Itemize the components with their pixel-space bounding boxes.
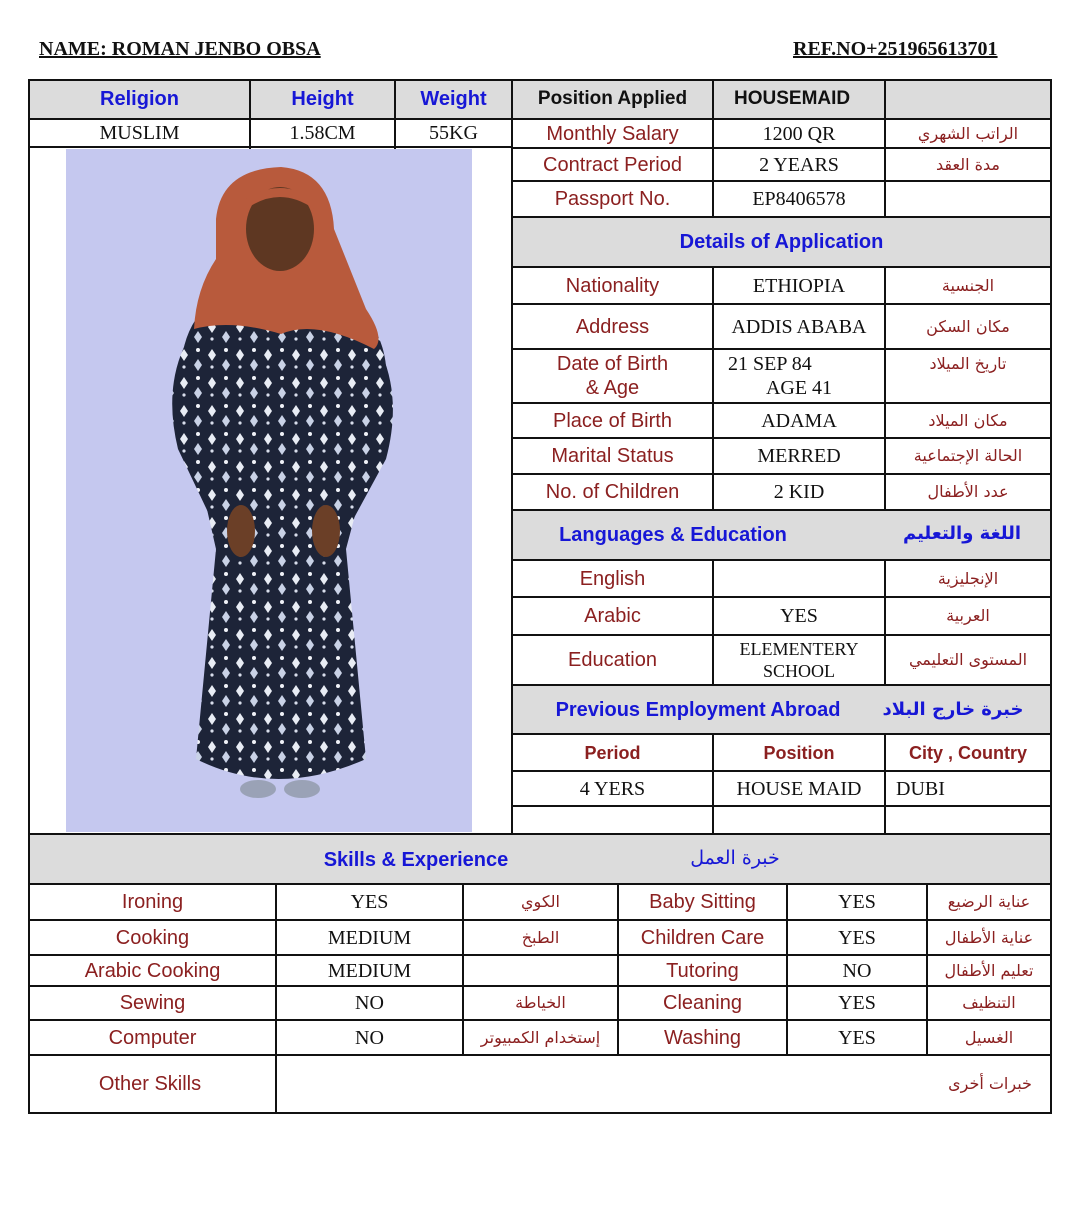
education-label-ar: المستوى التعليمي [908, 650, 1028, 669]
period-value: 4 YERS [579, 777, 646, 800]
address-value: ADDIS ABABA [731, 315, 867, 338]
religion-value: MUSLIM [99, 122, 180, 144]
skill-label-ar: الخياطة [515, 993, 566, 1012]
skill-label: Ironing [121, 891, 184, 913]
marital-value: MERRED [757, 445, 841, 467]
salary-value: 1200 QR [762, 122, 836, 145]
skill-label: Computer [108, 1026, 197, 1049]
address-label-ar: مكان السكن [926, 316, 1010, 336]
education-label: Education [568, 649, 657, 671]
skill-value: MEDIUM [327, 959, 412, 982]
skill-label-ar: تعليم الأطفال [944, 960, 1034, 980]
english-label: English [579, 567, 646, 590]
period-label: Period [584, 742, 641, 763]
reference-number: REF.NO+251965613701 [793, 38, 998, 60]
nationality-label: Nationality [565, 274, 660, 297]
pob-value: ADAMA [761, 409, 837, 432]
candidate-photo [66, 149, 472, 832]
languages-title: Languages & Education [559, 524, 787, 546]
arabic-value: YES [780, 605, 818, 627]
skill-label: Children Care [640, 926, 765, 949]
skill-label-ar: إستخدام الكمبيوتر [480, 1027, 601, 1047]
skill-label-ar: الطبخ [521, 927, 560, 947]
skills-title-ar: خبرة العمل [690, 847, 780, 869]
skill-value: NO [355, 1026, 384, 1049]
skill-value: YES [838, 891, 876, 913]
skill-label: Arabic Cooking [84, 959, 221, 982]
dob-label-line2: & Age [585, 377, 640, 399]
skill-label: Cleaning [663, 992, 742, 1014]
position-applied-label: Position Applied [537, 88, 688, 109]
arabic-label: Arabic [584, 605, 641, 627]
skill-label-ar: عناية الأطفال [944, 927, 1034, 947]
city-country-label: City , Country [908, 742, 1027, 763]
employment-title: Previous Employment Abroad [555, 698, 841, 721]
arabic-label-ar: العربية [946, 606, 990, 625]
dob-date: 21 SEP 84 [728, 353, 812, 375]
age-value: AGE 41 [765, 377, 833, 399]
pob-label: Place of Birth [553, 409, 672, 432]
skill-label: Washing [663, 1026, 742, 1049]
marital-label-ar: الحالة الإجتماعية [913, 446, 1023, 465]
position-applied-value: HOUSEMAID [734, 88, 851, 109]
skill-label-ar: الكوي [521, 892, 560, 911]
skills-title: Skills & Experience [323, 848, 509, 871]
salary-label: Monthly Salary [546, 122, 679, 145]
details-title: Details of Application [679, 231, 884, 253]
salary-label-ar: الراتب الشهري [917, 123, 1019, 143]
children-label: No. of Children [545, 481, 680, 503]
skill-value: YES [838, 992, 876, 1014]
skill-value: NO [355, 992, 384, 1014]
education-value-line1: ELEMENTERY [739, 639, 859, 659]
english-label-ar: الإنجليزية [937, 568, 999, 588]
emp-position-value: HOUSE MAID [736, 777, 862, 800]
skill-label: Sewing [119, 992, 186, 1014]
dob-label-ar: تاريخ الميلاد [929, 354, 1007, 373]
skill-label-ar: الغسيل [964, 1027, 1014, 1047]
other-skills-label-ar: خبرات أخرى [948, 1074, 1032, 1093]
weight-value: 55KG [429, 122, 478, 144]
skill-label: Baby Sitting [649, 891, 756, 913]
religion-label: Religion [100, 88, 179, 110]
children-value: 2 KID [773, 481, 825, 503]
contract-label-ar: مدة العقد [936, 154, 1000, 174]
marital-label: Marital Status [551, 445, 674, 467]
contract-label: Contract Period [543, 153, 682, 176]
other-skills-value [277, 1056, 877, 1112]
education-value [714, 636, 884, 684]
pob-label-ar: مكان الميلاد [928, 410, 1008, 430]
skill-value: YES [350, 891, 389, 913]
skill-label-ar: عناية الرضيع [947, 892, 1031, 911]
children-label-ar: عدد الأطفال [927, 482, 1009, 501]
address-label: Address [575, 315, 650, 338]
dob-label-line1: Date of Birth [556, 353, 669, 375]
nationality-value: ETHIOPIA [752, 274, 846, 297]
languages-title-ar: اللغة والتعليم [902, 523, 1022, 544]
other-skills-label: Other Skills [98, 1073, 202, 1095]
skill-label-ar: التنظيف [962, 993, 1016, 1012]
english-value [714, 561, 884, 596]
passport-label: Passport No. [554, 188, 671, 210]
contract-value: 2 YEARS [759, 153, 839, 176]
skill-value: YES [838, 1026, 876, 1049]
city-value: DUBI [896, 777, 945, 800]
height-value: 1.58CM [289, 122, 356, 144]
education-value-line2: SCHOOL [762, 661, 835, 681]
skill-value: MEDIUM [327, 926, 412, 949]
employment-title-ar: خبرة خارج البلاد [882, 698, 1024, 720]
skill-value: YES [838, 926, 876, 949]
passport-value: EP8406578 [752, 188, 846, 210]
skill-value: NO [842, 959, 872, 982]
nationality-label-ar: الجنسية [941, 275, 995, 295]
emp-position-label: Position [763, 742, 835, 763]
candidate-name: NAME: ROMAN JENBO OBSA [39, 38, 321, 60]
weight-label: Weight [420, 88, 487, 110]
dob-label [513, 350, 712, 402]
skill-label: Tutoring [666, 959, 739, 982]
height-label: Height [291, 88, 354, 110]
skill-label: Cooking [115, 926, 190, 949]
skill-label-ar [464, 956, 617, 985]
dob-value [714, 350, 884, 402]
